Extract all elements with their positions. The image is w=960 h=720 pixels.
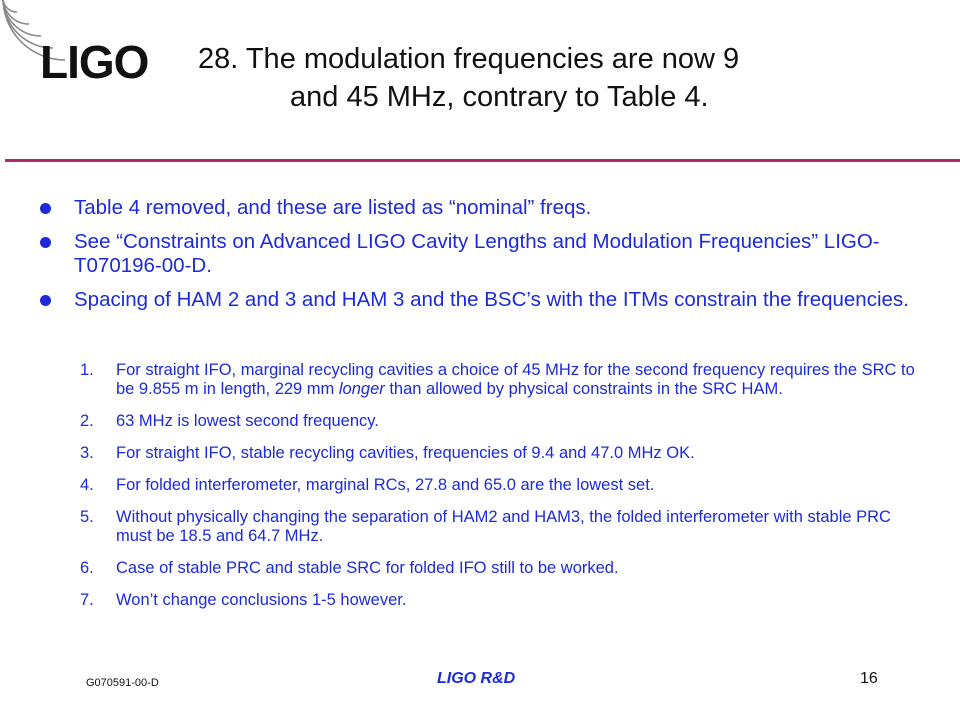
bullet-list <box>40 196 940 322</box>
item-number: 2. <box>80 412 94 430</box>
bullet-text: Table 4 removed, and these are listed as “nominal” freqs. <box>74 196 592 219</box>
item-text: For folded interferometer, marginal RCs, 27.8 and 65.0 are the lowest set. <box>116 476 655 494</box>
item-number: 4. <box>80 476 94 494</box>
item-number: 3. <box>80 444 94 462</box>
document-id: G070591-00-D <box>86 677 159 689</box>
item-number: 5. <box>80 508 94 526</box>
footer-label: LIGO R&D <box>437 670 516 687</box>
bullet-item <box>40 288 940 312</box>
item-text: 63 MHz is lowest second frequency. <box>116 412 379 430</box>
numbered-item <box>80 444 920 463</box>
bullet-dot-icon <box>40 237 51 248</box>
numbered-sublist <box>80 361 920 623</box>
item-text: Case of stable PRC and stable SRC for folded IFO still to be worked. <box>116 559 619 577</box>
page-number: 16 <box>860 670 878 687</box>
item-text: Without physically changing the separation of HAM2 and HAM3, the folded interferometer with stable PRC must be 18.5 and 64.7 MHz. <box>116 508 891 545</box>
title-divider <box>5 159 960 162</box>
bullet-text: See “Constraints on Advanced LIGO Cavity Lengths and Modulation Frequencies” LIGO-T070196-00-D. <box>74 230 880 277</box>
bullet-dot-icon <box>40 203 51 214</box>
numbered-item <box>80 508 920 546</box>
emphasis-text: longer <box>338 380 385 398</box>
ligo-logo: LIGO <box>40 36 149 88</box>
numbered-item <box>80 476 920 495</box>
item-text: For straight IFO, marginal recycling cavities a choice of 45 MHz for the second frequency requires the SRC to be 9.855 m in length, 229 mm longer than allowed by physical constraints in the SRC HAM. <box>116 361 915 398</box>
slide-title-line-1: 28. The modulation frequencies are now 9 <box>198 43 740 75</box>
numbered-item <box>80 361 920 399</box>
bullet-item <box>40 230 940 278</box>
bullet-dot-icon <box>40 295 51 306</box>
item-number: 1. <box>80 361 94 379</box>
bullet-item <box>40 196 940 220</box>
item-number: 7. <box>80 591 94 609</box>
numbered-item <box>80 559 920 578</box>
item-text: For straight IFO, stable recycling cavities, frequencies of 9.4 and 47.0 MHz OK. <box>116 444 695 462</box>
item-text: Won’t change conclusions 1-5 however. <box>116 591 407 609</box>
numbered-item <box>80 412 920 431</box>
slide-title-line-2: and 45 MHz, contrary to Table 4. <box>290 81 709 113</box>
item-number: 6. <box>80 559 94 577</box>
numbered-item <box>80 591 920 610</box>
bullet-text: Spacing of HAM 2 and 3 and HAM 3 and the BSC’s with the ITMs constrain the frequencies. <box>74 288 909 311</box>
slide-title <box>198 40 938 116</box>
